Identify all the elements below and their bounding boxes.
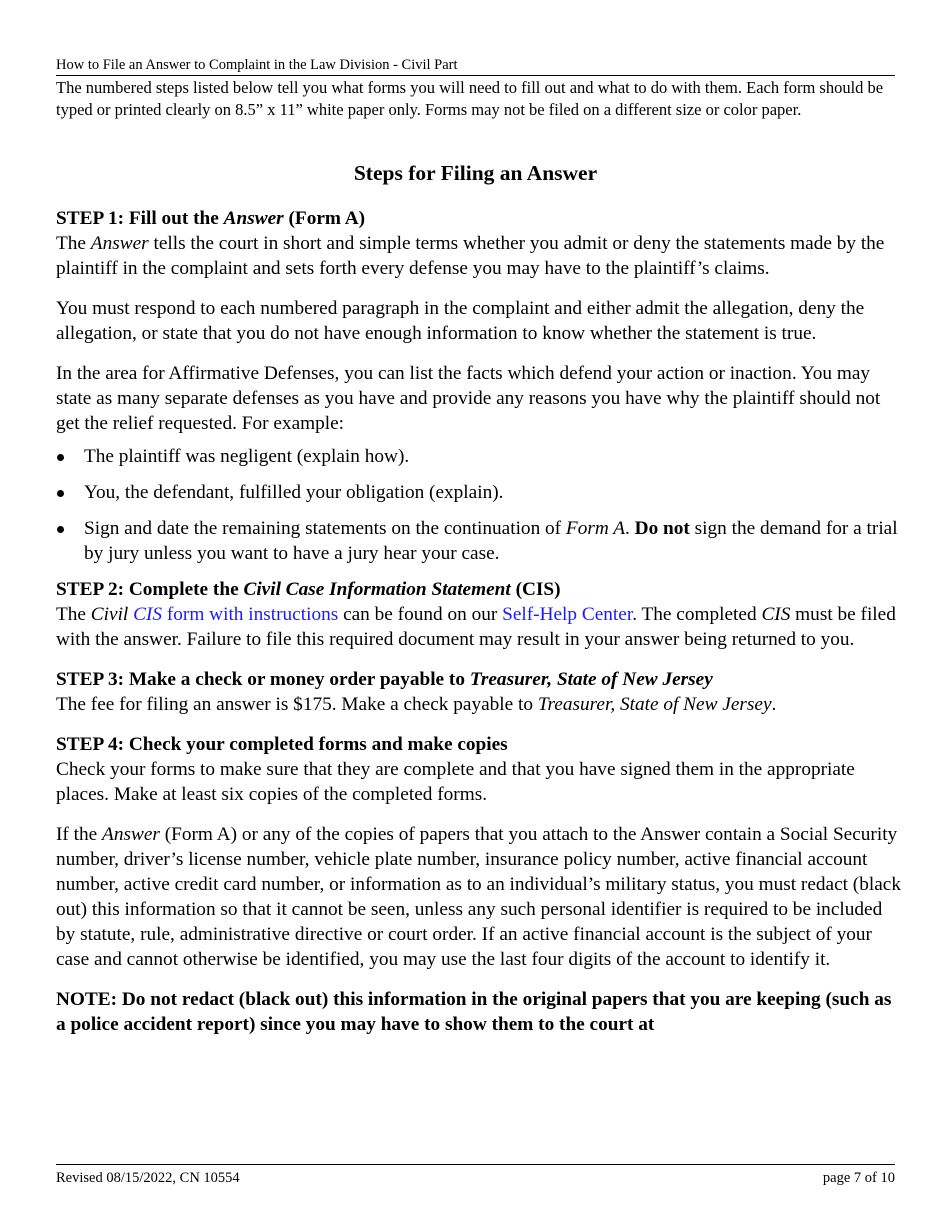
bullet-icon [57,526,64,533]
revision-info: Revised 08/15/2022, CN 10554 [56,1170,240,1186]
step1-heading: STEP 1: Fill out the Answer (Form A) [56,208,366,229]
step3-section: STEP 3: Make a check or money order payable to Treasurer, State of New Jersey The fee for filing an answer is $175. Make a check payable to Treasurer, State of New Jersey. [56,669,777,715]
step4-paragraph-1: Check your forms to make sure that they are complete and that you have signed them in the appropriate places. Make at least six copies of the completed forms. [56,759,855,805]
note-paragraph: NOTE: Do not redact (black out) this information in the original papers that you are keeping (such as a police accident report) since you may have to show them to the court at [56,989,892,1035]
bullet-icon [57,490,64,497]
page-footer [56,1164,895,1187]
step1-paragraph-1: The Answer tells the court in short and simple terms whether you admit or deny the statements made by the plaintiff in the complaint and sets forth every defense you may have to the plaintiff’s claims. [56,233,885,279]
step3-heading: STEP 3: Make a check or money order payable to Treasurer, State of New Jersey [56,669,713,690]
cis-form-link[interactable]: CIS form with instructions [133,604,339,625]
step4-section [56,732,901,807]
intro-paragraph: The numbered steps listed below tell you what forms you will need to fill out and what to do with them. Each form should be typed or printed clearly on 8.5” x 11” white paper only. Forms may not be filed on a different size or color paper. [56,78,884,119]
step1-paragraph-3: In the area for Affirmative Defenses, you can list the facts which defend your action or inaction. You may state as many separate defenses as you have and provide any reasons you have why the plaintiff should not get the relief requested. For example: [56,363,881,434]
step2-section: STEP 2: Complete the Civil Case Information Statement (CIS) The Civil CIS form with instructions can be found on our Self-Help Center. The completed CIS must be filed with the answer. Failure to file this required document may result in your answer being returned to you. [56,579,896,650]
step4-heading: STEP 4: Check your completed forms and make copies [56,734,508,755]
step4-paragraph-2: If the Answer (Form A) or any of the copies of papers that you attach to the Answer contain a Social Security number, driver’s license number, vehicle plate number, insurance policy number, active financial account number, active credit card number, or information as to an individual’s military status, you must redact (black out) this information so that it cannot be seen, unless any such personal identifier is required to be included by statute, rule, administrative directive or court order. If an active financial account is the subject of your case and cannot otherwise be identified, you may use the last four digits of the account to identify it. [56,824,901,970]
step1-section [56,206,901,281]
document-body [56,206,901,1052]
list-item: Sign and date the remaining statements on the continuation of Form A. Do not sign the demand for a trial by jury unless you want to have a jury hear your case. [56,516,901,566]
bullet-icon [57,454,64,461]
running-header: How to File an Answer to Complaint in the Law Division - Civil Part [56,56,895,76]
list-item: The plaintiff was negligent (explain how). [56,444,901,469]
defense-examples-list [56,444,901,566]
list-item: You, the defendant, fulfilled your obligation (explain). [56,480,901,505]
step1-paragraph-2: You must respond to each numbered paragraph in the complaint and either admit the allegation, deny the allegation, or state that you do not have enough information to know whether the statement is true. [56,298,865,344]
self-help-center-link[interactable]: Self-Help Center [502,604,633,625]
page-number: page 7 of 10 [822,1170,895,1186]
page-title: Steps for Filing an Answer [353,161,598,185]
step2-heading: STEP 2: Complete the Civil Case Information Statement (CIS) [56,579,561,600]
